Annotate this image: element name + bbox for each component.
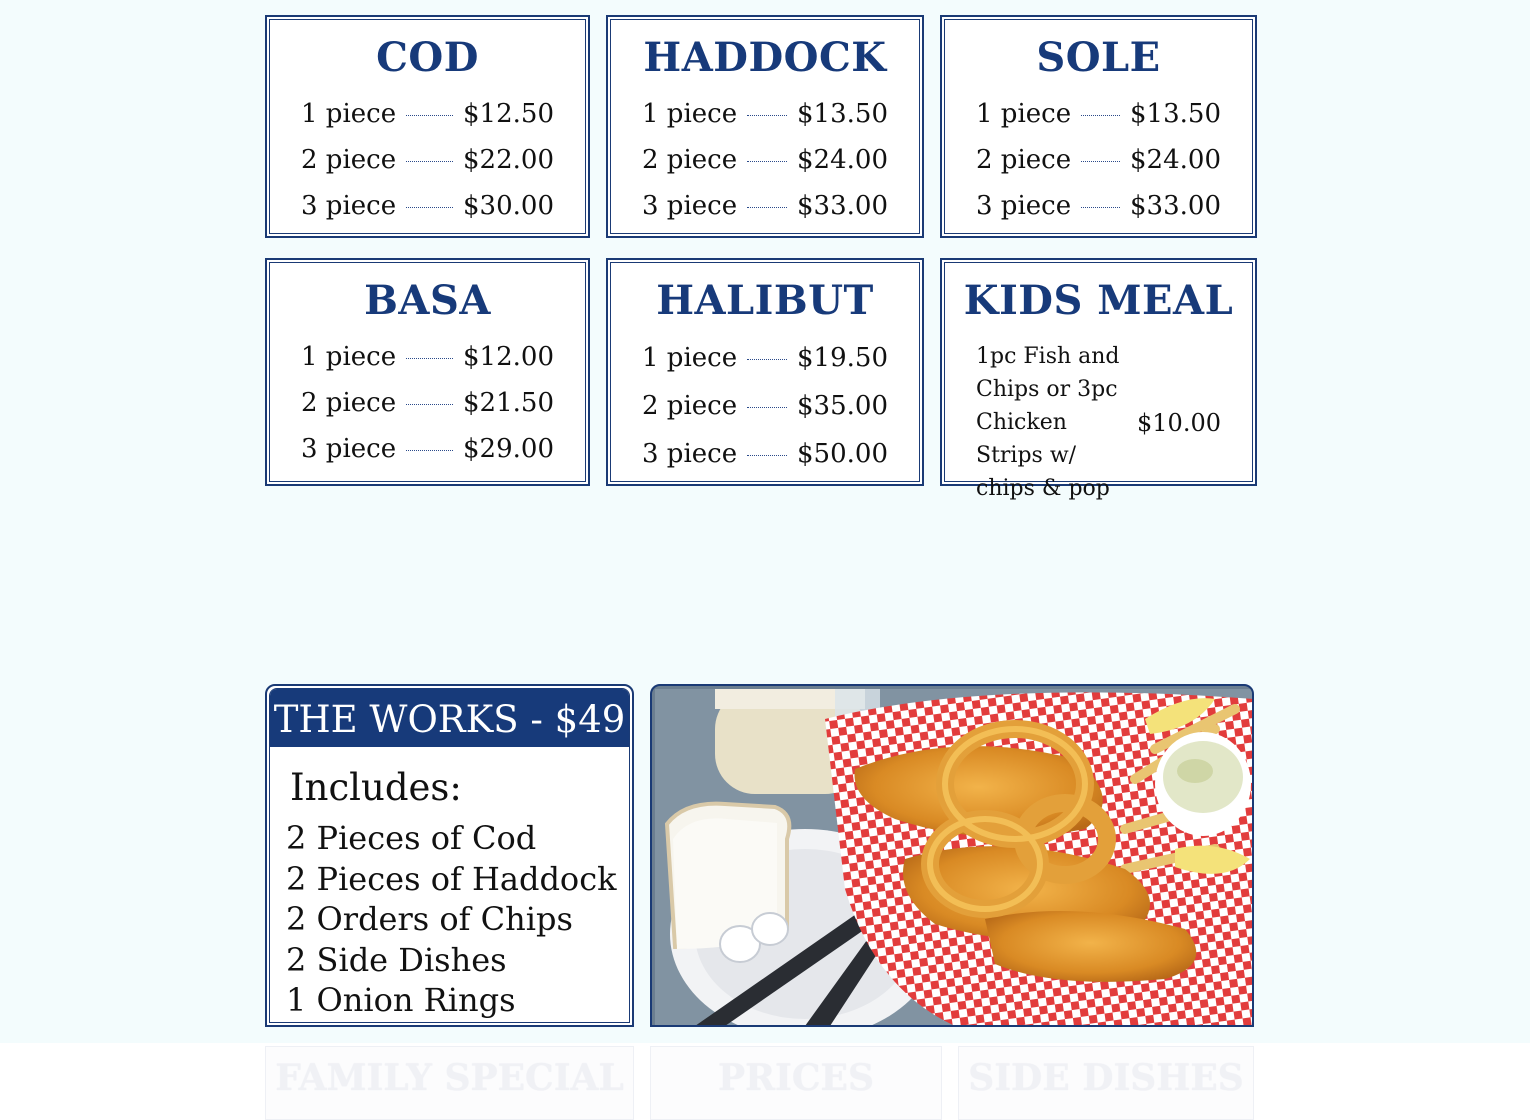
includes-list [286,818,617,1021]
menu-card-halibut [606,258,924,486]
price-list [301,91,554,229]
dot-leader [747,455,787,456]
card-title: BASA [364,277,491,324]
portion-label: 2 piece [642,391,738,421]
portion-price: $24.00 [1130,145,1221,175]
portion-label: 3 piece [642,191,738,221]
list-item: 2 Pieces of Haddock [286,859,617,898]
dot-leader [406,115,453,116]
price-row [301,183,554,229]
portion-price: $19.50 [797,343,888,373]
portion-price: $24.00 [797,145,888,175]
price-row [642,382,888,430]
portion-label: 2 piece [301,388,397,418]
price-row [301,380,554,426]
price-row [642,91,888,137]
price-row [642,334,888,382]
dot-leader [747,115,787,116]
dot-leader [747,207,787,208]
portion-price: $30.00 [463,191,554,221]
dot-leader [406,358,453,359]
kids-meal-price: $10.00 [1137,408,1221,437]
portion-price: $29.00 [463,434,554,464]
price-row [642,430,888,478]
portion-label: 2 piece [976,145,1072,175]
portion-label: 1 piece [976,99,1072,129]
fish-and-chips-photo [650,684,1254,1027]
card-title: HADDOCK [643,34,887,81]
list-item: 2 Orders of Chips [286,900,573,938]
dot-leader [406,161,453,162]
dot-leader [406,207,453,208]
portion-label: 3 piece [976,191,1072,221]
dot-leader [1081,161,1120,162]
portion-price: $22.00 [463,145,554,175]
section-title: FAMILY SPECIAL [275,1057,624,1099]
portion-label: 3 piece [301,434,397,464]
price-list [976,91,1221,229]
menu-card-sole [940,15,1257,238]
portion-price: $33.00 [1130,191,1221,221]
portion-label: 3 piece [642,439,738,469]
card-title: HALIBUT [656,277,874,324]
family-special-card [265,1046,634,1120]
food-illustration [655,689,1253,1026]
card-title: COD [376,34,479,81]
dot-leader [747,359,787,360]
list-item: 2 Side Dishes [286,940,507,979]
dot-leader [406,450,453,451]
portion-price: $21.50 [463,388,554,418]
price-row [976,183,1221,229]
portion-label: 3 piece [301,191,397,221]
prices-card [650,1046,942,1120]
portion-price: $35.00 [797,391,888,421]
dot-leader [406,404,453,405]
portion-price: $50.00 [797,439,888,469]
includes-label: Includes: [290,766,462,809]
price-row [642,183,888,229]
card-inner-border [269,688,630,1023]
menu-card-kids-meal [940,258,1257,501]
price-list [642,91,888,229]
portion-label: 1 piece [642,99,738,129]
price-row [301,426,554,472]
menu-card-basa [265,258,590,486]
side-dishes-card [958,1046,1254,1120]
price-row [301,137,554,183]
portion-price: $13.50 [1130,99,1221,129]
portion-label: 1 piece [301,99,397,129]
dot-leader [1081,115,1120,116]
section-title: SIDE DISHES [968,1057,1244,1099]
dot-leader [1081,207,1120,208]
dot-leader [747,161,787,162]
portion-label: 2 piece [301,145,397,175]
price-row [301,334,554,380]
card-title: KIDS MEAL [963,277,1234,324]
kids-meal-description: 1pc Fish and Chips or 3pc Chicken Strips w/ chips & pop [976,344,1120,501]
portion-label: 1 piece [642,343,738,373]
list-item: 1 Onion Rings [286,981,516,1019]
section-title: PRICES [718,1057,874,1099]
menu-card-haddock [606,15,924,238]
list-item: 2 Pieces of Cod [286,819,537,857]
price-row [976,137,1221,183]
dot-leader [747,407,787,408]
the-works-card [265,684,634,1027]
portion-price: $13.50 [797,99,888,129]
the-works-title: THE WORKS - $49 [270,689,629,747]
portion-price: $12.50 [463,99,554,129]
price-row [301,91,554,137]
card-title: SOLE [1036,34,1161,81]
price-list [301,334,554,472]
portion-label: 2 piece [642,145,738,175]
portion-price: $33.00 [797,191,888,221]
menu-card-cod [265,15,590,238]
kids-meal-body [976,340,1221,505]
price-row [976,91,1221,137]
portion-price: $12.00 [463,342,554,372]
price-row [642,137,888,183]
price-list [642,334,888,478]
portion-label: 1 piece [301,342,397,372]
